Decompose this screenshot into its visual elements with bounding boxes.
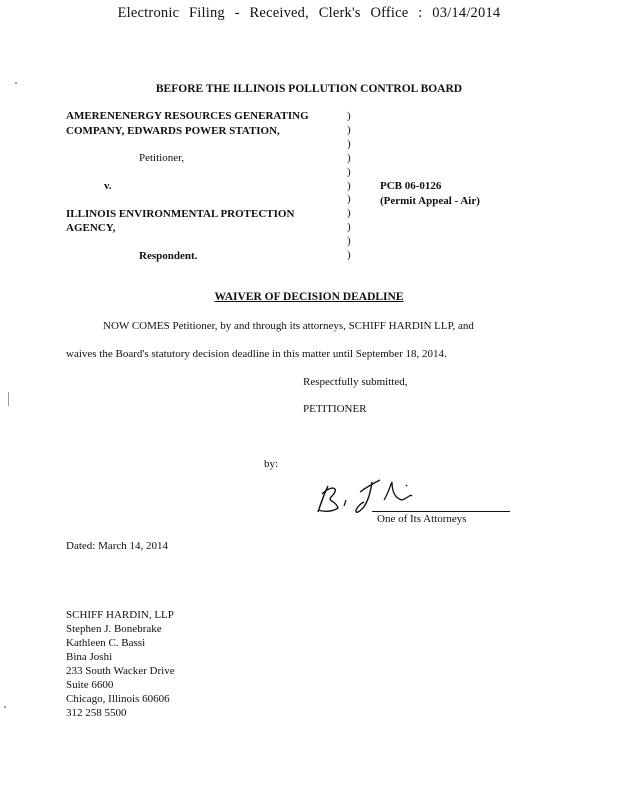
case-type: (Permit Appeal - Air) xyxy=(380,195,480,207)
scan-speck xyxy=(15,82,17,84)
scan-speck xyxy=(8,392,9,406)
firm-suite: Suite 6600 xyxy=(66,679,114,691)
versus-label: v. xyxy=(104,180,112,192)
waiver-heading: WAIVER OF DECISION DEADLINE xyxy=(214,291,404,303)
respondent-role: Respondent. xyxy=(139,250,198,262)
body-paragraph-line1: NOW COMES Petitioner, by and through its attorneys, SCHIFF HARDIN LLP, and xyxy=(103,320,474,332)
firm-attorney-1: Stephen J. Bonebrake xyxy=(66,623,162,635)
petitioner-role: Petitioner, xyxy=(139,152,185,164)
signature-caption: One of Its Attorneys xyxy=(377,513,467,525)
case-number: PCB 06-0126 xyxy=(380,180,442,192)
dated-line: Dated: March 14, 2014 xyxy=(66,540,169,552)
body-paragraph-line2: waives the Board's statutory decision deadline in this matter until September 18, 2014. xyxy=(66,348,447,360)
filing-stamp-header: Electronic Filing - Received, Clerk's Office : 03/14/2014 xyxy=(117,5,501,21)
firm-street: 233 South Wacker Drive xyxy=(66,665,175,677)
scan-speck xyxy=(4,706,6,708)
firm-name: SCHIFF HARDIN, LLP xyxy=(66,609,174,621)
petitioner-name-line1: AMERENENERGY RESOURCES GENERATING xyxy=(66,110,309,122)
respectfully-submitted: Respectfully submitted, xyxy=(303,376,408,388)
firm-city: Chicago, Illinois 60606 xyxy=(66,693,170,705)
petitioner-name-line2: COMPANY, EDWARDS POWER STATION, xyxy=(66,125,280,137)
firm-phone: 312 258 5500 xyxy=(66,707,127,719)
caption-parentheses: ) ) ) ) ) ) ) ) ) ) ) xyxy=(347,110,351,262)
respondent-name-line2: AGENCY, xyxy=(66,222,116,234)
respondent-name-line1: ILLINOIS ENVIRONMENTAL PROTECTION xyxy=(66,208,295,220)
signature-line xyxy=(372,511,510,512)
board-title: BEFORE THE ILLINOIS POLLUTION CONTROL BOARD xyxy=(155,83,463,95)
party-label: PETITIONER xyxy=(303,403,367,415)
firm-attorney-2: Kathleen C. Bassi xyxy=(66,637,146,649)
firm-attorney-3: Bina Joshi xyxy=(66,651,113,663)
by-label: by: xyxy=(264,458,279,470)
